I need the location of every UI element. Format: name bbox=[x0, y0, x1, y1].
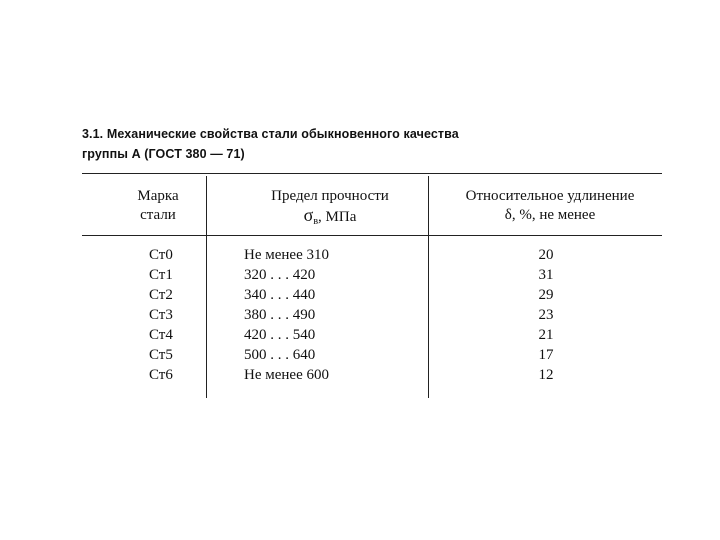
row-grade: Ст1 bbox=[149, 267, 173, 283]
row-elongation: 29 bbox=[538, 287, 554, 303]
row-grade: Ст6 bbox=[149, 367, 173, 383]
header-elongation-line-1: Относительное удлинение bbox=[465, 188, 635, 204]
row-grade: Ст2 bbox=[149, 287, 173, 303]
row-strength: 340 . . . 440 bbox=[244, 287, 316, 303]
caption-line-2: группы А (ГОСТ 380 — 71) bbox=[82, 147, 245, 161]
column-divider-2 bbox=[428, 176, 429, 398]
header-strength bbox=[250, 187, 410, 231]
table-caption bbox=[82, 124, 662, 164]
row-elongation: 17 bbox=[538, 347, 554, 363]
header-grade bbox=[120, 187, 196, 225]
row-grade: Ст5 bbox=[149, 347, 173, 363]
column-divider-1 bbox=[206, 176, 207, 398]
header-strength-line-2 bbox=[250, 206, 410, 231]
header-grade-line-1: Марка bbox=[137, 188, 179, 204]
header-elongation bbox=[440, 187, 660, 225]
row-strength: 420 . . . 540 bbox=[244, 327, 316, 343]
row-grade: Ст4 bbox=[149, 327, 173, 343]
row-strength: 320 . . . 420 bbox=[244, 267, 316, 283]
row-elongation: 12 bbox=[538, 367, 554, 383]
row-strength: 380 . . . 490 bbox=[244, 307, 316, 323]
row-elongation: 21 bbox=[538, 327, 554, 343]
row-strength: Не менее 600 bbox=[244, 367, 329, 383]
row-grade: Ст3 bbox=[149, 307, 173, 323]
row-strength: Не менее 310 bbox=[244, 247, 329, 263]
row-elongation: 20 bbox=[538, 247, 554, 263]
sigma-subscript: в bbox=[313, 216, 319, 227]
sigma-symbol: σ bbox=[303, 205, 314, 225]
header-strength-line-1: Предел прочности bbox=[271, 188, 389, 204]
row-elongation: 23 bbox=[538, 307, 554, 323]
caption-line-1: 3.1. Механические свойства стали обыкновенного качества bbox=[82, 127, 459, 141]
table-top-rule bbox=[82, 173, 662, 174]
strength-unit: , МПа bbox=[318, 209, 357, 225]
header-grade-line-2: стали bbox=[140, 207, 176, 223]
row-strength: 500 . . . 640 bbox=[244, 347, 316, 363]
row-elongation: 31 bbox=[538, 267, 554, 283]
table-header-rule bbox=[82, 235, 662, 236]
row-grade: Ст0 bbox=[149, 247, 173, 263]
header-elongation-line-2: δ, %, не менее bbox=[504, 207, 596, 223]
